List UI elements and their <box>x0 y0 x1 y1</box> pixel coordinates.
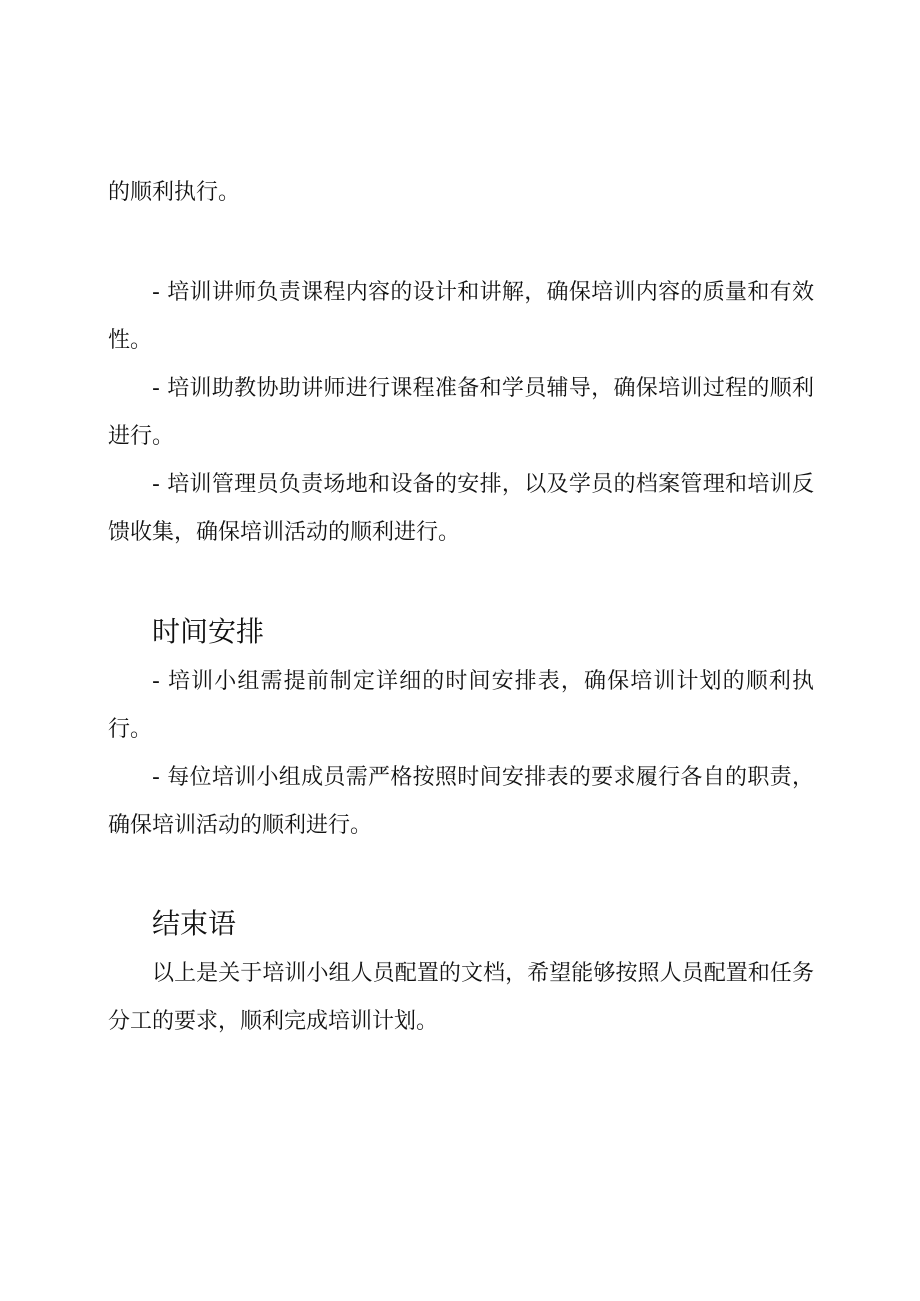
role-administrator-paragraph: - 培训管理员负责场地和设备的安排，以及学员的档案管理和培训反馈收集，确保培训活动的顺利进行。 <box>108 472 814 545</box>
conclusion-paragraph: 以上是关于培训小组人员配置的文档，希望能够按照人员配置和任务分工的要求，顺利完成培训计划。 <box>108 961 814 1034</box>
schedule-item-paragraph: - 培训小组需提前制定详细的时间安排表，确保培训计划的顺利执行。 <box>108 669 814 742</box>
role-assistant-paragraph: - 培训助教协助讲师进行课程准备和学员辅导，确保培训过程的顺利进行。 <box>108 376 814 449</box>
schedule-item-paragraph: - 每位培训小组成员需严格按照时间安排表的要求履行各自的职责，确保培训活动的顺利进行。 <box>108 765 814 838</box>
intro-tail-paragraph: 的顺利执行。 <box>108 180 241 205</box>
schedule-heading: 时间安排 <box>152 615 265 648</box>
role-lecturer-paragraph: - 培训讲师负责课程内容的设计和讲解，确保培训内容的质量和有效性。 <box>108 280 814 353</box>
conclusion-heading: 结束语 <box>152 907 237 940</box>
